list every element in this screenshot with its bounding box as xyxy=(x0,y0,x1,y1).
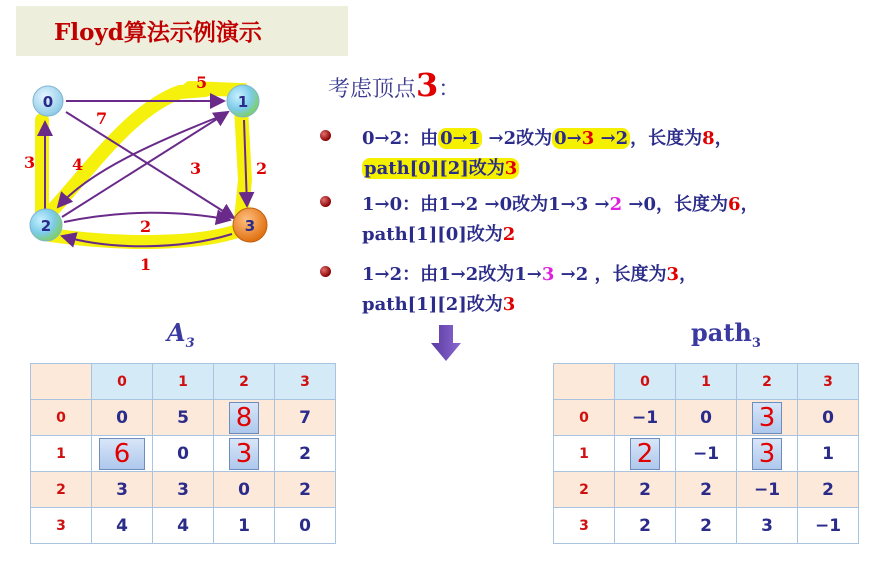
table-cell: 1 xyxy=(798,436,859,472)
col-header: 3 xyxy=(275,364,336,400)
row-header: 1 xyxy=(554,436,615,472)
table-header-row xyxy=(554,364,859,400)
changed-cell: 3 xyxy=(737,400,798,436)
table-cell: 2 xyxy=(275,436,336,472)
col-header: 1 xyxy=(153,364,214,400)
bullet-2-line-1: 1→0：由1→2 →0改为1→3 →2 →0，长度为6， xyxy=(362,194,759,215)
table-cell: 2 xyxy=(798,472,859,508)
table-cell: 0 xyxy=(676,400,737,436)
bullet-2-line-2: path[1][0]改为2 xyxy=(362,224,516,245)
table-corner-cell xyxy=(31,364,92,400)
weight-1-3: 2 xyxy=(256,159,268,178)
heading-suffix: ： xyxy=(438,77,461,102)
table-row xyxy=(554,472,859,508)
table-row xyxy=(31,508,336,544)
matrix-path-label: path$_3$ xyxy=(691,318,761,351)
table-cell: −1 xyxy=(737,472,798,508)
table-cell: 0 xyxy=(798,400,859,436)
weight-2-3: 2 xyxy=(140,217,152,236)
matrix-a-table xyxy=(30,363,336,544)
row-header: 3 xyxy=(31,508,92,544)
changed-cell: 8 xyxy=(214,400,275,436)
table-row xyxy=(31,472,336,508)
table-cell: −1 xyxy=(798,508,859,544)
graph-diagram xyxy=(0,60,290,280)
node-2 xyxy=(30,209,62,241)
page-title: Floyd算法示例演示 xyxy=(54,19,262,46)
row-header: 2 xyxy=(554,472,615,508)
table-row xyxy=(554,400,859,436)
bullet-icon xyxy=(320,196,331,207)
table-cell: 3 xyxy=(153,472,214,508)
col-header: 0 xyxy=(615,364,676,400)
bullet-1-line-1: 0→2：由 0→1 →2改为 0→3 →2 ，长度为8， xyxy=(362,128,733,149)
step-heading xyxy=(328,66,460,104)
table-corner-cell xyxy=(554,364,615,400)
row-header: 1 xyxy=(31,436,92,472)
heading-vertex: 3 xyxy=(416,66,439,104)
col-header: 3 xyxy=(798,364,859,400)
table-cell: 3 xyxy=(92,472,153,508)
node-3 xyxy=(233,208,267,242)
svg-text:0: 0 xyxy=(42,93,54,111)
col-header: 0 xyxy=(92,364,153,400)
bullet-3-line-1: 1→2：由1→2改为1→3 →2 ，长度为3， xyxy=(362,264,698,285)
table-cell: 2 xyxy=(275,472,336,508)
weight-2-1: 3 xyxy=(190,159,202,178)
table-cell: 5 xyxy=(153,400,214,436)
svg-text:2: 2 xyxy=(40,217,52,235)
weight-3-2: 1 xyxy=(140,255,152,274)
table-cell: 2 xyxy=(676,508,737,544)
table-row xyxy=(554,508,859,544)
col-header: 2 xyxy=(214,364,275,400)
changed-cell: 3 xyxy=(737,436,798,472)
weight-0-3: 7 xyxy=(96,109,108,128)
table-cell: 2 xyxy=(676,472,737,508)
row-header: 0 xyxy=(31,400,92,436)
table-cell: 0 xyxy=(153,436,214,472)
col-header: 1 xyxy=(676,364,737,400)
table-cell: 2 xyxy=(615,472,676,508)
row-header: 0 xyxy=(554,400,615,436)
table-cell: 4 xyxy=(92,508,153,544)
table-cell: 7 xyxy=(275,400,336,436)
weight-1-2: 4 xyxy=(72,155,84,174)
node-1 xyxy=(227,85,259,117)
arrow-down-icon xyxy=(431,325,461,365)
changed-cell: 6 xyxy=(92,436,153,472)
table-row xyxy=(31,400,336,436)
table-row xyxy=(31,436,336,472)
row-header: 2 xyxy=(31,472,92,508)
table-row xyxy=(554,436,859,472)
svg-text:3: 3 xyxy=(244,217,256,235)
table-cell: 1 xyxy=(214,508,275,544)
row-header: 3 xyxy=(554,508,615,544)
svg-text:1: 1 xyxy=(237,93,249,111)
table-cell: 2 xyxy=(615,508,676,544)
bullet-icon xyxy=(320,266,331,277)
weight-0-1: 5 xyxy=(196,73,208,92)
node-0 xyxy=(33,86,63,116)
bullet-icon xyxy=(320,130,331,141)
bullet-3-line-2: path[1][2]改为3 xyxy=(362,294,516,315)
changed-cell: 2 xyxy=(615,436,676,472)
weight-2-0: 3 xyxy=(24,153,36,172)
table-cell: 0 xyxy=(275,508,336,544)
table-cell: 0 xyxy=(214,472,275,508)
matrix-a-label: $A_3$ xyxy=(167,318,195,351)
table-cell: 0 xyxy=(92,400,153,436)
table-cell: −1 xyxy=(615,400,676,436)
bullet-1-line-2: path[0][2]改为3 xyxy=(364,158,518,179)
table-cell: 3 xyxy=(737,508,798,544)
heading-prefix: 考虑顶点 xyxy=(328,77,417,102)
table-header-row xyxy=(31,364,336,400)
col-header: 2 xyxy=(737,364,798,400)
table-cell: −1 xyxy=(676,436,737,472)
table-cell: 4 xyxy=(153,508,214,544)
matrix-path-table xyxy=(553,363,859,544)
changed-cell: 3 xyxy=(214,436,275,472)
